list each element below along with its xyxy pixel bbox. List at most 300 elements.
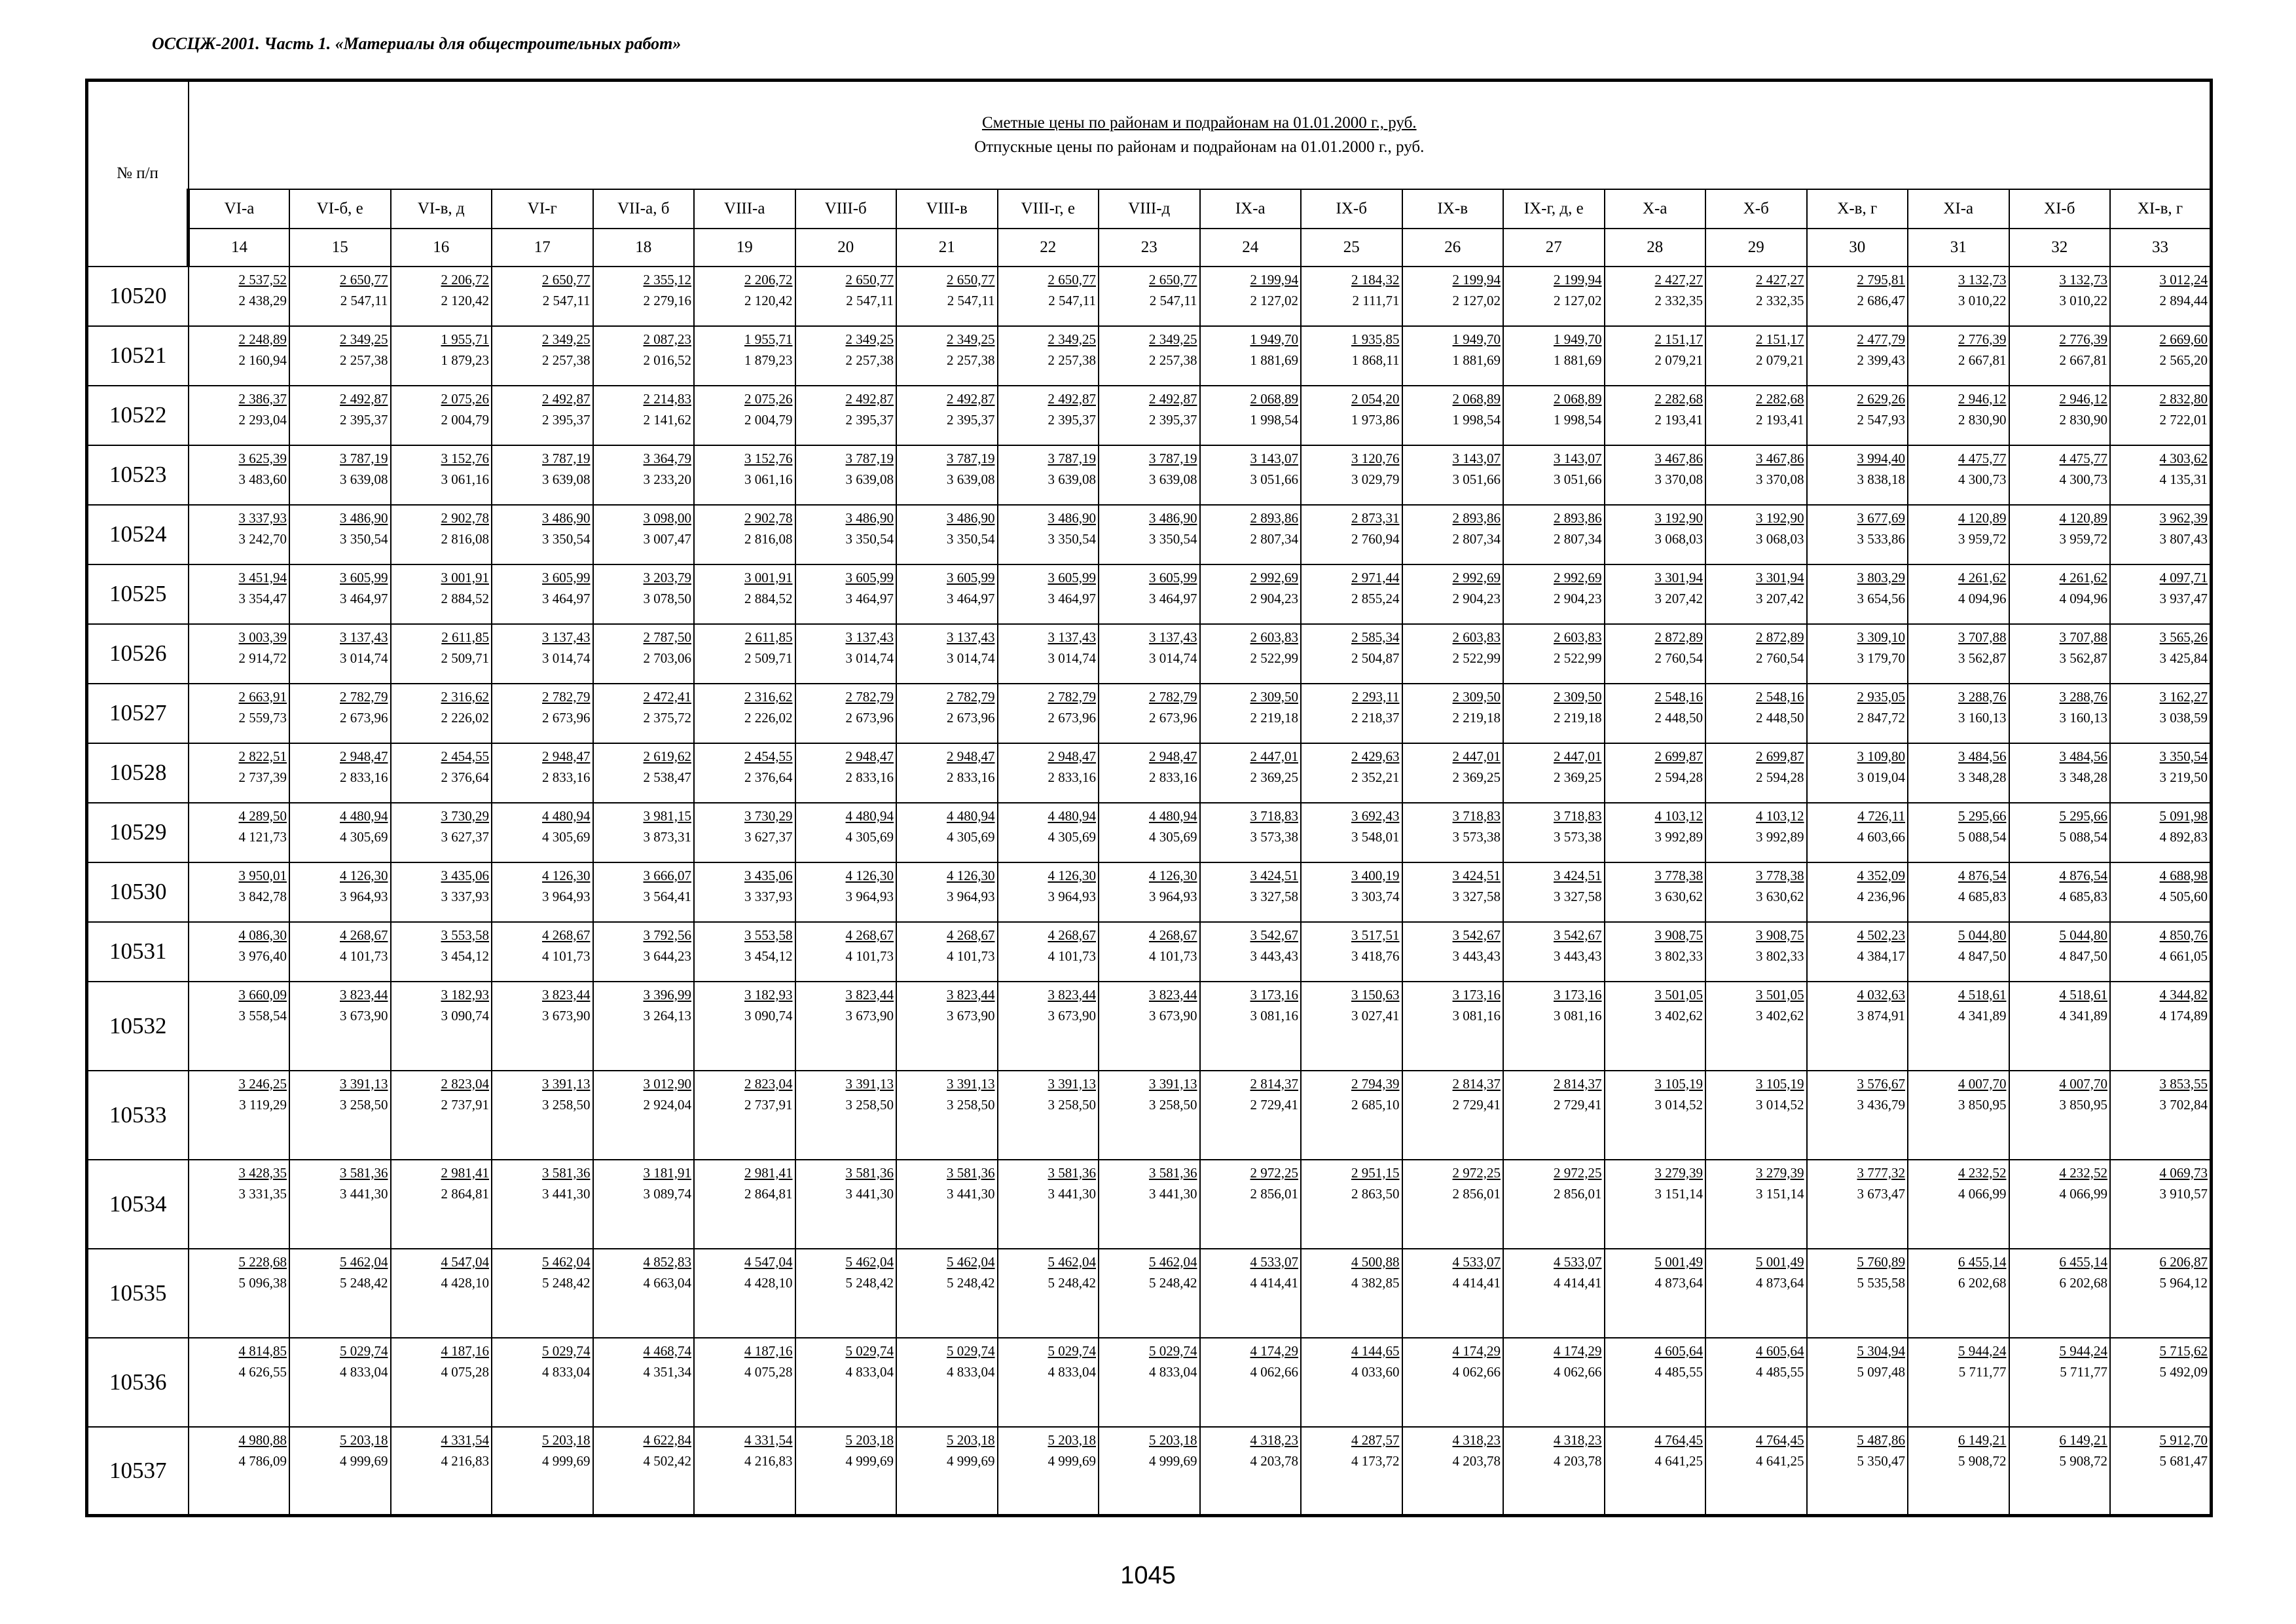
release-price: 4 414,41 [1554,1274,1602,1291]
price-cell [1605,862,1706,922]
region-header: VIII-г, е [998,189,1099,229]
price-cell [998,326,1099,386]
column-number: 18 [593,229,695,267]
estimate-price: 3 143,07 [1452,450,1501,466]
release-price: 4 305,69 [542,828,591,845]
release-price: 3 702,84 [2159,1096,2208,1113]
estimate-price: 3 605,99 [1149,569,1197,585]
estimate-price: 2 971,44 [1351,569,1400,585]
release-price: 2 729,41 [1452,1096,1501,1113]
price-cell [189,1160,290,1249]
estimate-price: 4 726,11 [1857,807,1905,824]
price-cell [492,862,593,922]
price-cell [1200,743,1302,803]
price-cell [1503,564,1605,624]
release-price: 3 992,89 [1654,828,1703,845]
release-price: 2 257,38 [542,352,591,368]
estimate-price: 4 126,30 [947,867,995,883]
price-cell [1908,1427,2009,1516]
price-cell [593,1071,695,1160]
release-price: 3 350,54 [1149,530,1197,547]
price-cell [1605,982,1706,1071]
price-cell [492,386,593,445]
release-price: 1 879,23 [744,352,793,368]
estimate-price: 3 203,79 [643,569,691,585]
price-cell [492,982,593,1071]
estimate-price: 4 268,67 [340,927,388,943]
column-number: 24 [1200,229,1302,267]
price-cell [189,1338,290,1427]
estimate-price: 4 480,94 [542,807,591,824]
column-number: 20 [795,229,897,267]
estimate-price: 3 428,35 [238,1164,287,1181]
price-cell [2110,445,2212,505]
release-price: 3 639,08 [542,471,591,487]
price-cell [1503,1338,1605,1427]
price-cell [289,1160,391,1249]
release-price: 5 964,12 [2159,1274,2208,1291]
price-cell [998,1427,1099,1516]
release-price: 3 443,43 [1452,948,1501,964]
price-cell [1705,1160,1807,1249]
item-code: 10530 [87,862,189,922]
estimate-price: 2 951,15 [1351,1164,1400,1181]
release-price: 3 303,74 [1351,888,1400,904]
price-cell [1908,982,2009,1071]
price-cell [1200,386,1302,445]
price-cell [1301,624,1402,684]
estimate-price: 2 948,47 [1149,748,1197,764]
release-price: 2 807,34 [1452,530,1501,547]
page-number: 1045 [1120,1562,1176,1589]
price-cell [1705,1071,1807,1160]
column-number: 22 [998,229,1099,267]
estimate-price: 3 718,83 [1554,807,1602,824]
estimate-price: 3 666,07 [643,867,691,883]
release-price: 3 264,13 [643,1007,691,1024]
estimate-price: 2 902,78 [441,509,489,526]
price-cell [492,1071,593,1160]
price-cell [1908,564,2009,624]
release-price: 3 029,79 [1351,471,1400,487]
release-price: 2 729,41 [1250,1096,1298,1113]
price-cell [1807,564,1908,624]
price-cell [896,1249,998,1338]
price-cell [593,624,695,684]
release-price: 4 351,34 [643,1363,691,1380]
release-price: 5 350,47 [1857,1452,1905,1469]
release-price: 3 807,43 [2159,530,2208,547]
release-price: 4 892,83 [2159,828,2208,845]
release-price: 3 233,20 [643,471,691,487]
price-cell [1705,1427,1807,1516]
release-price: 2 120,42 [441,292,489,308]
estimate-price: 2 699,87 [1654,748,1703,764]
release-price: 4 641,25 [1756,1452,1804,1469]
release-price: 3 418,76 [1351,948,1400,964]
release-price: 4 135,31 [2159,471,2208,487]
estimate-price: 2 537,52 [238,271,287,287]
price-cell [593,505,695,564]
price-cell [289,386,391,445]
release-price: 4 428,10 [441,1274,489,1291]
price-cell [1200,684,1302,743]
price-cell [189,624,290,684]
estimate-price: 3 173,16 [1554,986,1602,1003]
release-price: 3 673,47 [1857,1185,1905,1202]
price-cell [2009,564,2111,624]
price-cell [1503,1160,1605,1249]
release-price: 3 219,50 [2159,769,2208,785]
release-price: 4 382,85 [1351,1274,1400,1291]
price-cell [1605,743,1706,803]
release-price: 3 464,97 [1149,590,1197,606]
estimate-price: 2 492,87 [1149,390,1197,407]
price-cell [2110,982,2212,1071]
price-cell [1503,386,1605,445]
release-price: 2 004,79 [441,411,489,428]
release-price: 3 327,58 [1452,888,1501,904]
estimate-price: 2 603,83 [1554,629,1602,645]
release-price: 4 101,73 [340,948,388,964]
release-price: 3 350,54 [947,530,995,547]
price-cell [189,386,290,445]
estimate-price: 5 462,04 [542,1253,591,1270]
estimate-price: 3 012,24 [2159,271,2208,287]
estimate-price: 2 650,77 [340,271,388,287]
estimate-price: 4 764,45 [1756,1431,1804,1448]
price-cell [1705,1338,1807,1427]
price-cell [492,326,593,386]
table-row [87,862,2212,922]
item-code: 10533 [87,1071,189,1160]
region-header: XI-а [1908,189,2009,229]
release-price: 3 179,70 [1857,650,1905,666]
estimate-price: 4 518,61 [1958,986,2007,1003]
estimate-price: 4 688,98 [2159,867,2208,883]
release-price: 2 395,37 [542,411,591,428]
release-price: 2 547,11 [947,292,995,308]
estimate-price: 6 149,21 [1958,1431,2007,1448]
estimate-price: 2 948,47 [947,748,995,764]
release-price: 3 258,50 [542,1096,591,1113]
price-cell [2110,505,2212,564]
release-price: 4 999,69 [845,1452,894,1469]
price-cell [492,624,593,684]
estimate-price: 3 137,43 [845,629,894,645]
release-price: 4 203,78 [1250,1452,1298,1469]
item-code: 10521 [87,326,189,386]
estimate-price: 2 650,77 [1048,271,1096,287]
estimate-price: 2 214,83 [643,390,691,407]
price-cell [1200,1249,1302,1338]
estimate-price: 3 501,05 [1756,986,1804,1003]
estimate-price: 2 548,16 [1654,688,1703,705]
estimate-price: 3 787,19 [542,450,591,466]
estimate-price: 3 182,93 [744,986,793,1003]
estimate-price: 3 994,40 [1857,450,1905,466]
price-cell [189,1071,290,1160]
estimate-price: 4 268,67 [1149,927,1197,943]
estimate-price: 3 823,44 [1149,986,1197,1003]
estimate-price: 3 486,90 [340,509,388,526]
price-cell [1301,1160,1402,1249]
release-price: 4 505,60 [2159,888,2208,904]
estimate-price: 3 109,80 [1857,748,1905,764]
release-price: 3 258,50 [947,1096,995,1113]
estimate-price: 3 823,44 [1048,986,1096,1003]
price-cell [1807,1160,1908,1249]
price-cell [795,1071,897,1160]
estimate-price: 4 261,62 [1958,569,2007,585]
estimate-price: 3 787,19 [340,450,388,466]
price-cell [1807,267,1908,326]
release-price: 3 327,58 [1554,888,1602,904]
estimate-price: 2 981,41 [744,1164,793,1181]
release-price: 3 562,87 [1958,650,2007,666]
estimate-price: 3 553,58 [441,927,489,943]
release-price: 2 673,96 [845,709,894,726]
price-cell [1200,922,1302,982]
region-header: X-б [1705,189,1807,229]
release-price: 2 509,71 [744,650,793,666]
price-cell [593,564,695,624]
estimate-price: 2 472,41 [643,688,691,705]
release-price: 2 833,16 [947,769,995,785]
estimate-price: 2 075,26 [441,390,489,407]
release-price: 2 127,02 [1554,292,1602,308]
release-price: 2 833,16 [340,769,388,785]
estimate-price: 2 776,39 [1958,331,2007,347]
price-cell [1301,1338,1402,1427]
price-cell [2009,1427,2111,1516]
price-cell [593,862,695,922]
item-code: 10536 [87,1338,189,1427]
price-cell [1301,1071,1402,1160]
price-cell [1200,1160,1302,1249]
estimate-price: 4 086,30 [238,927,287,943]
price-cell [289,505,391,564]
estimate-price: 2 699,87 [1756,748,1804,764]
estimate-price: 3 288,76 [2059,688,2107,705]
estimate-price: 4 468,74 [643,1342,691,1359]
release-price: 4 101,73 [542,948,591,964]
price-cell [189,684,290,743]
estimate-price: 4 174,29 [1554,1342,1602,1359]
price-cell [391,267,492,326]
price-cell [1301,743,1402,803]
estimate-price: 2 948,47 [845,748,894,764]
estimate-price: 2 814,37 [1452,1075,1501,1092]
estimate-price: 3 581,36 [947,1164,995,1181]
price-cell [289,267,391,326]
release-price: 3 483,60 [238,471,287,487]
estimate-price: 3 152,76 [744,450,793,466]
estimate-price: 3 778,38 [1654,867,1703,883]
table-row [87,386,2212,445]
estimate-price: 2 492,87 [1048,390,1096,407]
release-price: 2 830,90 [2059,411,2107,428]
estimate-price: 4 126,30 [845,867,894,883]
price-cell [2009,743,2111,803]
price-cell [1807,922,1908,982]
estimate-price: 4 232,52 [2059,1164,2107,1181]
estimate-price: 1 955,71 [744,331,793,347]
price-cell [1807,1071,1908,1160]
release-price: 3 441,30 [1048,1185,1096,1202]
release-price: 2 547,11 [1149,292,1197,308]
estimate-price: 4 126,30 [1048,867,1096,883]
price-cell [998,445,1099,505]
price-cell [1099,803,1200,862]
release-price: 3 027,41 [1351,1007,1400,1024]
release-price: 3 464,97 [340,590,388,606]
price-cell [1301,922,1402,982]
price-cell [391,922,492,982]
estimate-price: 6 149,21 [2059,1431,2107,1448]
estimate-price: 2 893,86 [1250,509,1298,526]
release-price: 3 443,43 [1554,948,1602,964]
release-price: 3 562,87 [2059,650,2107,666]
price-cell [1908,445,2009,505]
release-price: 5 088,54 [1958,828,2007,845]
price-cell [998,564,1099,624]
estimate-price: 2 585,34 [1351,629,1400,645]
price-cell [289,922,391,982]
estimate-price: 2 650,77 [542,271,591,287]
release-price: 2 807,34 [1250,530,1298,547]
release-price: 2 703,06 [643,650,691,666]
estimate-price: 3 484,56 [2059,748,2107,764]
release-price: 2 218,37 [1351,709,1400,726]
price-cell [1099,445,1200,505]
estimate-price: 2 650,77 [947,271,995,287]
estimate-price: 5 228,68 [238,1253,287,1270]
price-cell [289,624,391,684]
release-price: 3 090,74 [441,1007,489,1024]
price-cell [1301,505,1402,564]
region-header: IX-б [1301,189,1402,229]
table-row [87,564,2212,624]
estimate-price: 3 542,67 [1554,927,1602,943]
release-price: 4 685,83 [2059,888,2107,904]
price-cell [896,445,998,505]
price-cell [1908,743,2009,803]
price-cell [1402,326,1504,386]
price-cell [795,743,897,803]
price-cell [1200,982,1302,1071]
release-price: 2 438,29 [238,292,287,308]
release-price: 3 051,66 [1554,471,1602,487]
price-cell [896,743,998,803]
estimate-price: 3 730,29 [441,807,489,824]
estimate-price: 2 068,89 [1554,390,1602,407]
estimate-price: 5 029,74 [1149,1342,1197,1359]
release-price: 2 737,91 [744,1096,793,1113]
release-price: 3 061,16 [744,471,793,487]
price-cell [1908,684,2009,743]
release-price: 2 193,41 [1654,411,1703,428]
estimate-price: 4 069,73 [2159,1164,2208,1181]
release-price: 5 711,77 [1958,1363,2007,1380]
release-price: 3 464,97 [1048,590,1096,606]
column-number: 16 [391,229,492,267]
price-cell [189,267,290,326]
estimate-price: 3 501,05 [1654,986,1703,1003]
price-cell [1503,1249,1605,1338]
price-cell [694,1071,795,1160]
release-price: 3 464,97 [542,590,591,606]
table-row [87,1427,2212,1516]
price-cell [1503,326,1605,386]
table-row [87,684,2212,743]
table-row [87,922,2212,982]
release-price: 2 016,52 [643,352,691,368]
price-cell [1301,862,1402,922]
estimate-price: 2 814,37 [1554,1075,1602,1092]
release-price: 3 673,90 [340,1007,388,1024]
estimate-price: 4 533,07 [1554,1253,1602,1270]
item-code: 10532 [87,982,189,1071]
price-cell [189,803,290,862]
price-cell [2009,1249,2111,1338]
price-cell [1200,1338,1302,1427]
estimate-price: 2 782,79 [1149,688,1197,705]
column-number: 28 [1605,229,1706,267]
estimate-price: 6 206,87 [2159,1253,2208,1270]
release-price: 4 833,04 [340,1363,388,1380]
release-price: 3 019,04 [1857,769,1905,785]
price-cell [998,684,1099,743]
price-cell [1099,743,1200,803]
price-cell [1807,1338,1908,1427]
release-price: 3 630,62 [1654,888,1703,904]
estimate-price: 4 344,82 [2159,986,2208,1003]
estimate-price: 4 289,50 [238,807,287,824]
price-cell [1908,267,2009,326]
estimate-price: 5 944,24 [2059,1342,2107,1359]
estimate-price: 2 893,86 [1554,509,1602,526]
price-cell [694,445,795,505]
estimate-price: 3 553,58 [744,927,793,943]
release-price: 2 760,54 [1756,650,1804,666]
price-cell [1908,1338,2009,1427]
price-cell [896,386,998,445]
price-cell [1503,862,1605,922]
estimate-price: 4 268,67 [947,927,995,943]
release-price: 3 078,50 [643,590,691,606]
release-price: 3 089,74 [643,1185,691,1202]
release-price: 2 395,37 [947,411,995,428]
item-code: 10528 [87,743,189,803]
price-cell [593,922,695,982]
release-price: 4 305,69 [845,828,894,845]
estimate-price: 3 391,13 [340,1075,388,1092]
release-price: 5 248,42 [1149,1274,1197,1291]
table-row [87,505,2212,564]
price-cell [289,982,391,1071]
price-cell [1099,922,1200,982]
price-cell [1807,803,1908,862]
price-cell [2009,1071,2111,1160]
release-price: 3 850,95 [2059,1096,2107,1113]
estimate-price: 5 462,04 [1149,1253,1197,1270]
release-price: 3 090,74 [744,1007,793,1024]
estimate-price: 3 152,76 [441,450,489,466]
price-cell [2009,624,2111,684]
release-price: 3 850,95 [1958,1096,2007,1113]
price-cell [492,1427,593,1516]
